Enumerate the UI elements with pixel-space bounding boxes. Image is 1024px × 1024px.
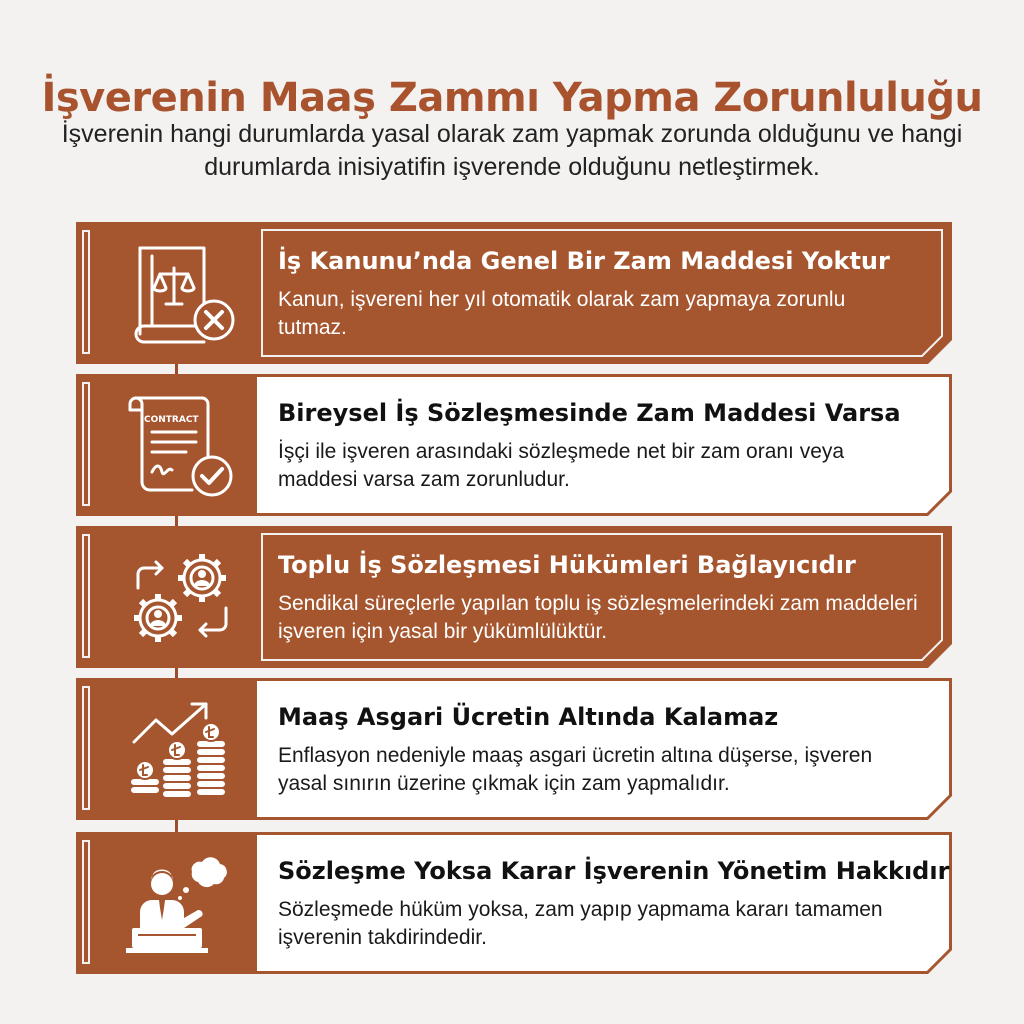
icon-panel	[76, 678, 254, 820]
row-text: Enflasyon nedeniyle maaş asgari ücretin altına düşerse, işveren yasal sınırın üzerine çıkmak için zam yapmalıdır.	[278, 744, 873, 795]
row-heading: Bireysel İş Sözleşmesinde Zam Maddesi Varsa	[278, 399, 901, 427]
info-row-1	[76, 222, 952, 364]
icon-panel	[76, 832, 254, 974]
row-content	[254, 374, 952, 516]
info-row-3	[76, 526, 952, 668]
row-heading: İş Kanunu’nda Genel Bir Zam Maddesi Yoktur	[278, 247, 890, 275]
row-heading: Sözleşme Yoksa Karar İşverenin Yönetim Hakkıdır	[278, 857, 950, 885]
row-content	[254, 526, 952, 668]
row-text: Kanun, işvereni her yıl otomatik olarak zam yapmaya zorunlu tutmaz.	[278, 288, 846, 339]
manager-thinking-icon	[122, 850, 242, 960]
contract-check-icon	[122, 392, 242, 502]
decorative-strip	[82, 382, 90, 506]
row-text: Sözleşmede hüküm yoksa, zam yapıp yapmama kararı tamamen işverenin takdirindedir.	[278, 898, 883, 949]
row-text: İşçi ile işveren arasındaki sözleşmede net bir zam oranı veya maddesi varsa zam zorunludur.	[278, 440, 845, 491]
decorative-strip	[82, 840, 90, 964]
info-row-5	[76, 832, 952, 974]
info-row-4	[76, 678, 952, 820]
row-heading: Toplu İş Sözleşmesi Hükümleri Bağlayıcıdır	[278, 551, 856, 579]
page-subtitle: İşverenin hangi durumlarda yasal olarak zam yapmak zorunda olduğunu ve hangi durumlarda inisiyatifin işverende olduğunu netleştirmek.	[61, 120, 963, 181]
row-text: Sendikal süreçlerle yapılan toplu iş sözleşmelerindeki zam maddeleri işveren için yasal bir yükümlülüktür.	[278, 592, 918, 643]
icon-panel	[76, 526, 254, 668]
contract-label: CONTRACT	[144, 415, 199, 425]
coins-growth-icon	[122, 696, 242, 806]
page-title: İşverenin Maaş Zammı Yapma Zorunluluğu	[41, 74, 983, 121]
info-row-2	[76, 374, 952, 516]
icon-panel	[76, 222, 254, 364]
row-content	[254, 832, 952, 974]
row-heading: Maaş Asgari Ücretin Altında Kalamaz	[278, 703, 779, 731]
icon-panel	[76, 374, 254, 516]
gears-people-icon	[122, 544, 242, 654]
row-content	[254, 678, 952, 820]
row-content	[254, 222, 952, 364]
law-book-x-icon	[122, 240, 242, 350]
decorative-strip	[82, 230, 90, 354]
decorative-strip	[82, 534, 90, 658]
decorative-strip	[82, 686, 90, 810]
